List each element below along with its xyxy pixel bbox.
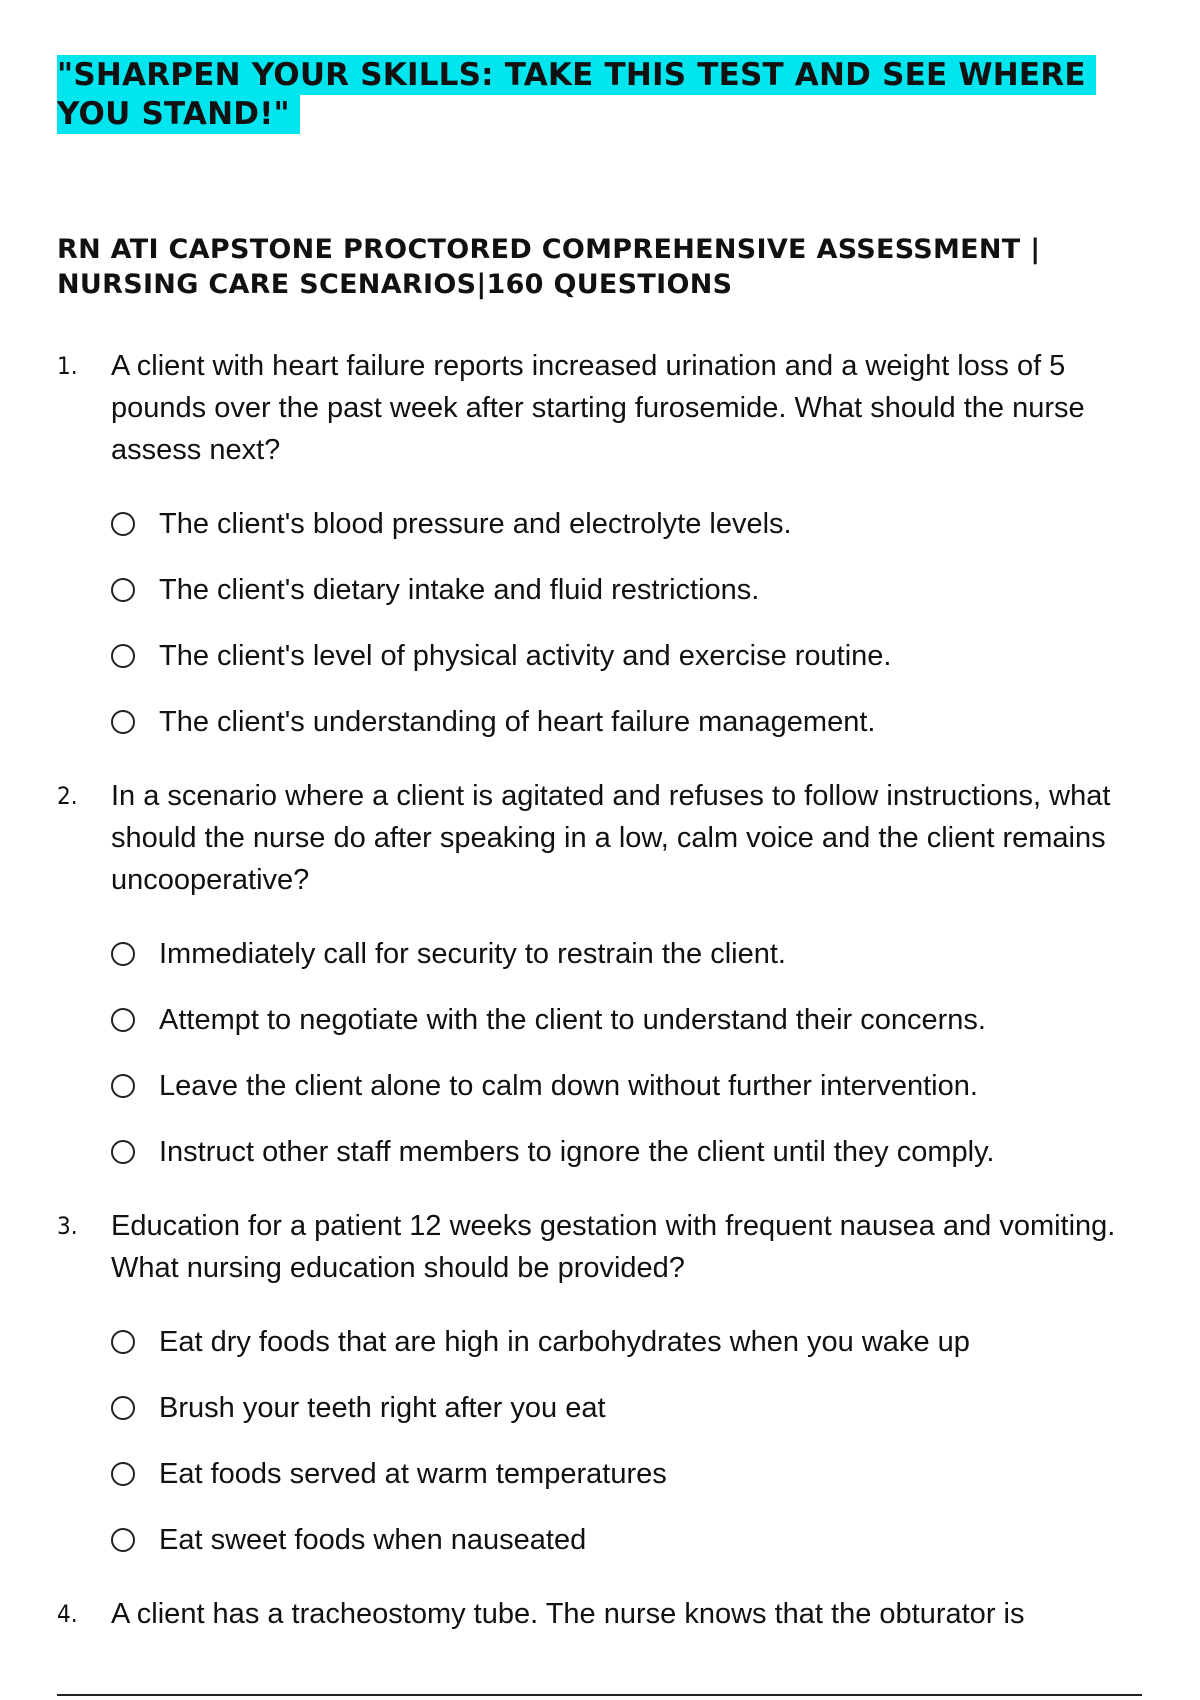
question-number: 1. — [57, 352, 78, 380]
radio-button[interactable] — [111, 1140, 135, 1164]
answer-option[interactable] — [111, 1309, 1147, 1375]
answer-option[interactable] — [111, 1119, 1147, 1185]
promo-banner — [57, 56, 1147, 134]
option-label: Immediately call for security to restrain the client. — [159, 937, 786, 970]
answer-option[interactable] — [111, 1441, 1147, 1507]
radio-button[interactable] — [111, 710, 135, 734]
promo-banner-text: "SHARPEN YOUR SKILLS: TAKE THIS TEST AND SEE WHERE YOU STAND!" — [57, 55, 1096, 134]
question-3 — [57, 1205, 1147, 1573]
answer-option[interactable] — [111, 557, 1147, 623]
footer-divider — [57, 1694, 1142, 1696]
question-2 — [57, 775, 1147, 1185]
answer-options — [111, 921, 1147, 1185]
answer-options — [111, 491, 1147, 755]
answer-option[interactable] — [111, 921, 1147, 987]
answer-option[interactable] — [111, 689, 1147, 755]
option-label: Brush your teeth right after you eat — [159, 1391, 606, 1424]
question-4 — [57, 1593, 1147, 1635]
question-1 — [57, 345, 1147, 755]
answer-option[interactable] — [111, 1053, 1147, 1119]
option-label: The client's understanding of heart failure management. — [159, 705, 876, 738]
document-title: RN ATI CAPSTONE PROCTORED COMPREHENSIVE ASSESSMENT | NURSING CARE SCENARIOS|160 QUESTIONS — [57, 234, 1041, 300]
option-label: Eat dry foods that are high in carbohydrates when you wake up — [159, 1325, 970, 1358]
option-label: Eat foods served at warm temperatures — [159, 1457, 667, 1490]
option-label: Eat sweet foods when nauseated — [159, 1523, 587, 1556]
question-text: Education for a patient 12 weeks gestation with frequent nausea and vomiting. What nursing education should be provided? — [111, 1210, 1116, 1284]
option-label: The client's blood pressure and electrolyte levels. — [159, 507, 792, 540]
radio-button[interactable] — [111, 1008, 135, 1032]
question-number: 2. — [57, 782, 78, 810]
answer-option[interactable] — [111, 1375, 1147, 1441]
radio-button[interactable] — [111, 578, 135, 602]
question-text: In a scenario where a client is agitated and refuses to follow instructions, what should the nurse do after speaking in a low, calm voice and the client remains uncooperative? — [111, 780, 1111, 896]
radio-button[interactable] — [111, 512, 135, 536]
answer-option[interactable] — [111, 623, 1147, 689]
answer-option[interactable] — [111, 1507, 1147, 1573]
option-label: The client's dietary intake and fluid restrictions. — [159, 573, 760, 606]
radio-button[interactable] — [111, 1528, 135, 1552]
radio-button[interactable] — [111, 1396, 135, 1420]
answer-option[interactable] — [111, 987, 1147, 1053]
answer-options — [111, 1309, 1147, 1573]
question-number: 3. — [57, 1212, 78, 1240]
option-label: Instruct other staff members to ignore the client until they comply. — [159, 1135, 995, 1168]
radio-button[interactable] — [111, 1330, 135, 1354]
radio-button[interactable] — [111, 644, 135, 668]
question-text: A client has a tracheostomy tube. The nurse knows that the obturator is — [111, 1598, 1025, 1630]
radio-button[interactable] — [111, 942, 135, 966]
option-label: The client's level of physical activity and exercise routine. — [159, 639, 892, 672]
answer-option[interactable] — [111, 491, 1147, 557]
radio-button[interactable] — [111, 1074, 135, 1098]
option-label: Leave the client alone to calm down without further intervention. — [159, 1069, 978, 1102]
question-text: A client with heart failure reports increased urination and a weight loss of 5 pounds over the past week after starting furosemide. What should the nurse assess next? — [111, 350, 1085, 466]
option-label: Attempt to negotiate with the client to understand their concerns. — [159, 1003, 986, 1036]
radio-button[interactable] — [111, 1462, 135, 1486]
question-number: 4. — [57, 1600, 78, 1628]
